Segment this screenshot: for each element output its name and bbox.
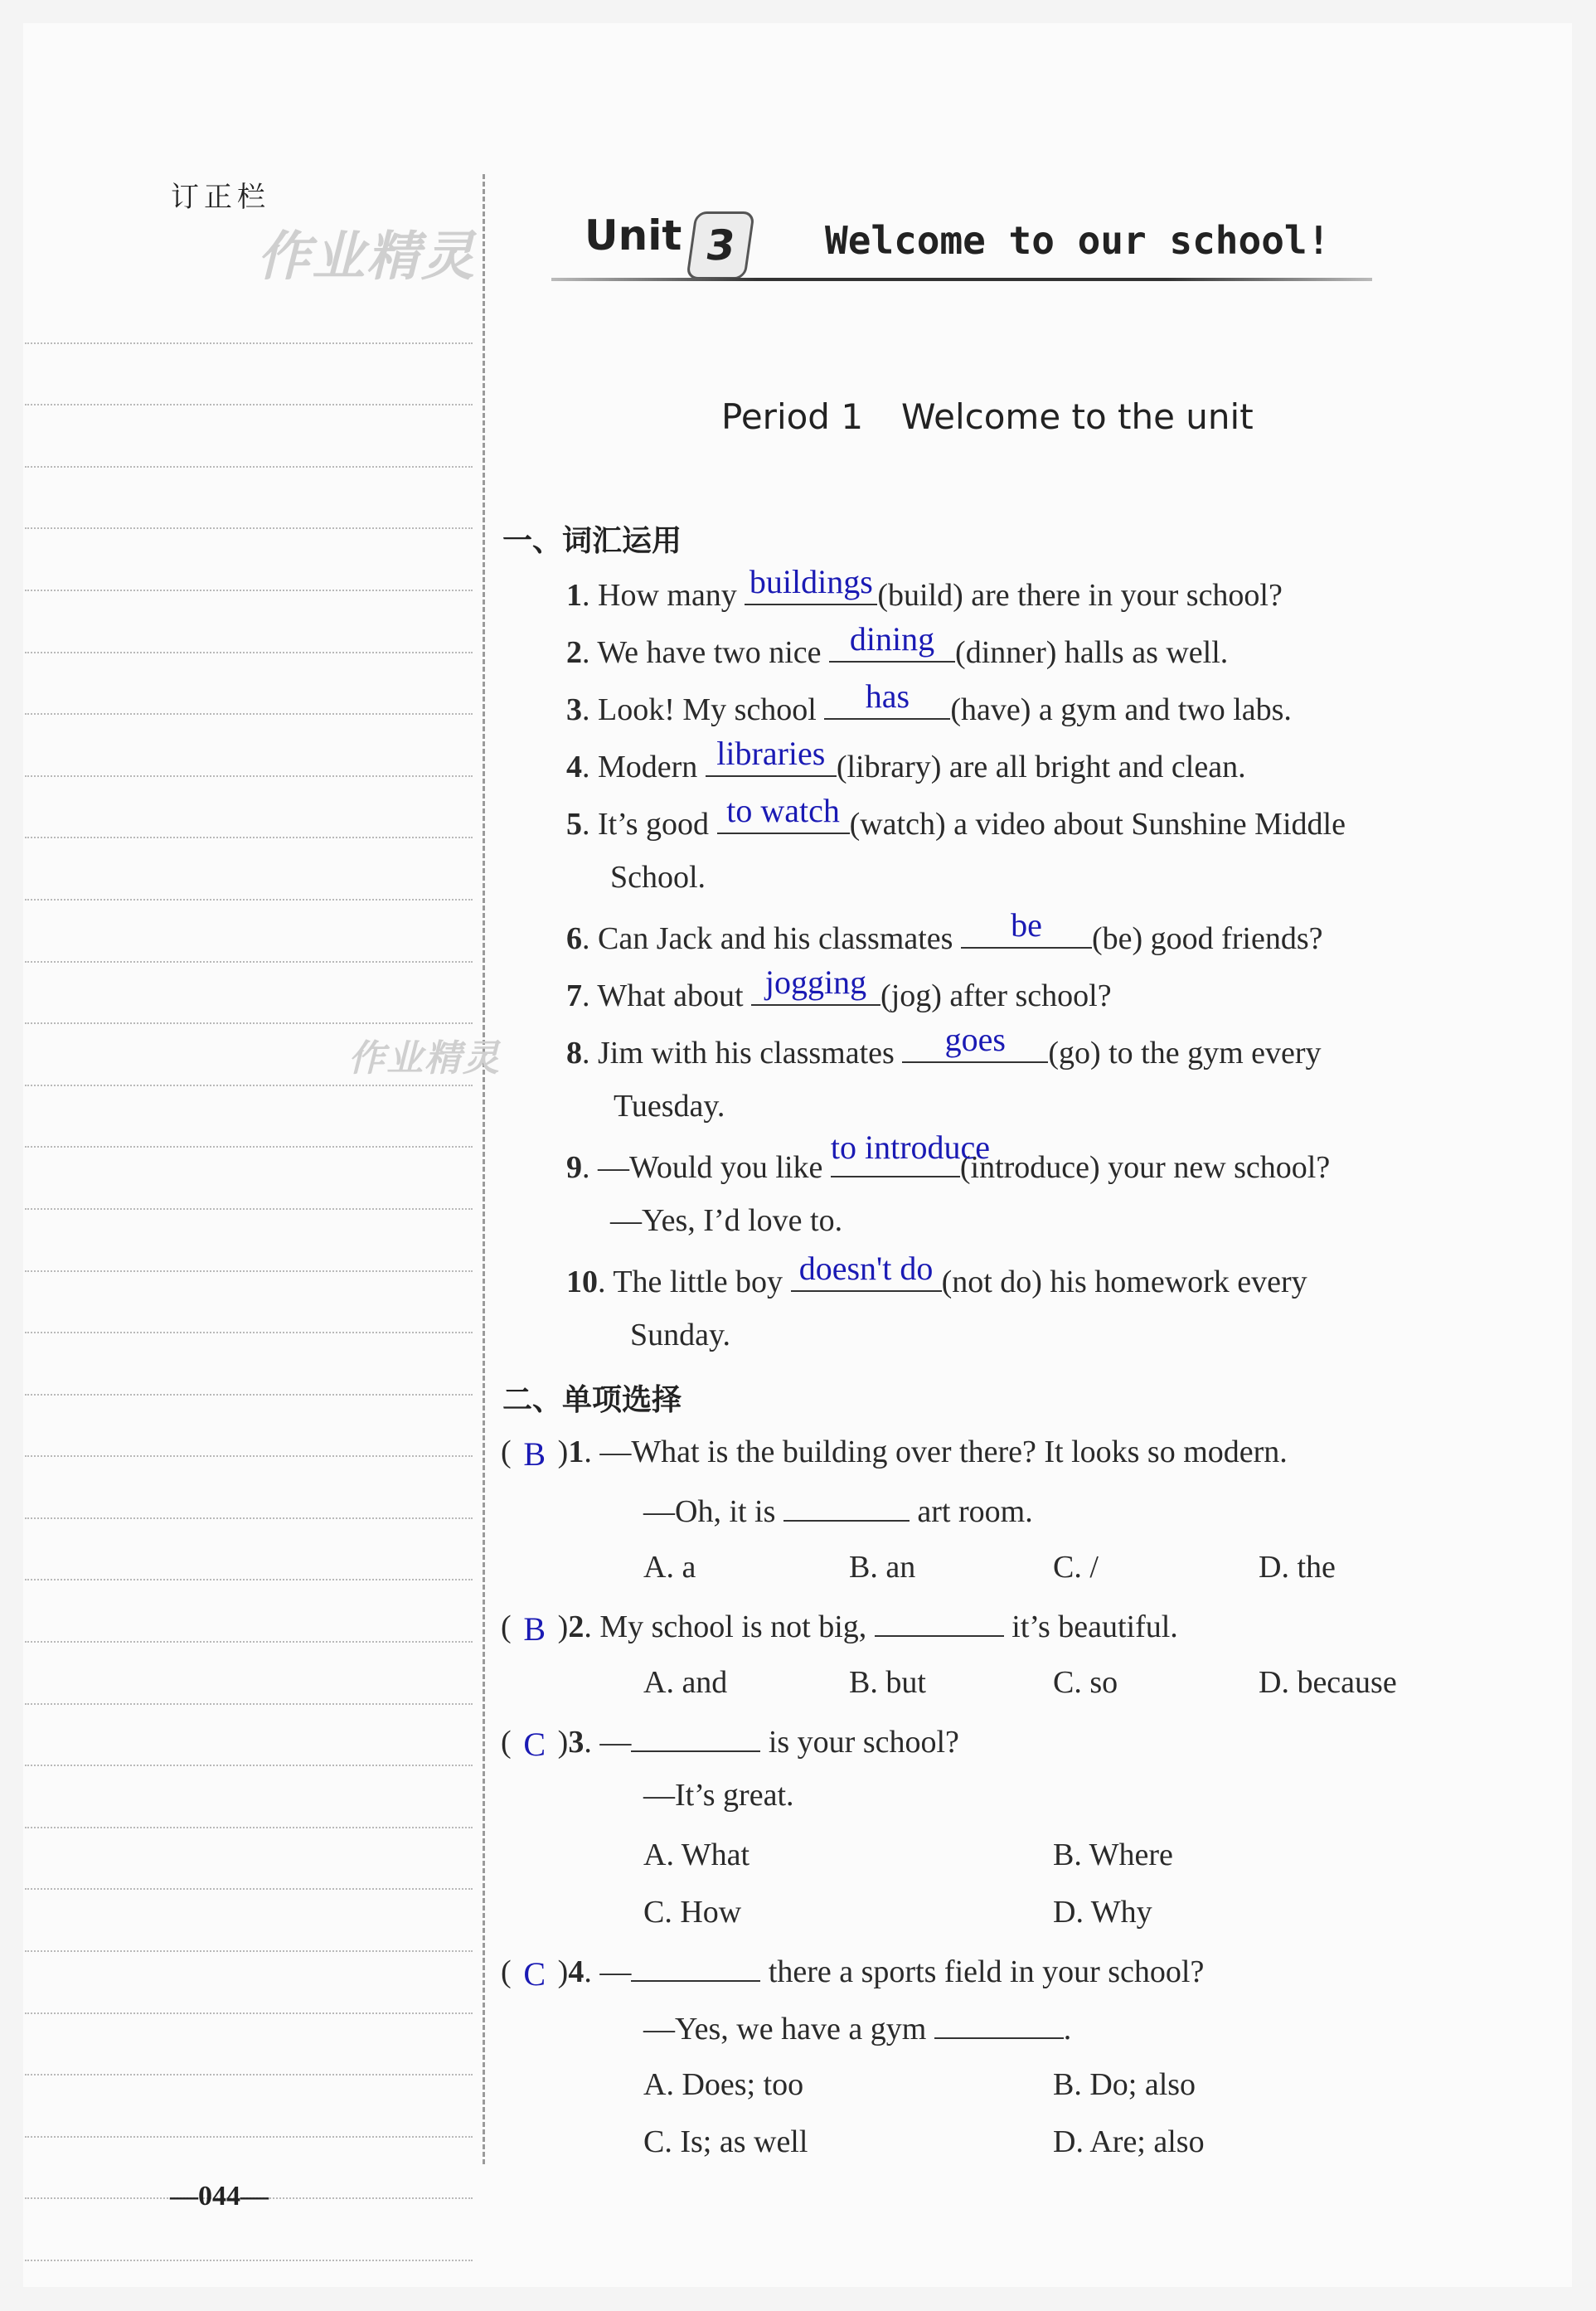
vocab-item-4: 4. Modern libraries (library) are all bright and clean. bbox=[566, 735, 1246, 784]
answer-blank[interactable]: be bbox=[961, 919, 1092, 949]
section-choice-title: 二、单项选择 bbox=[502, 1383, 682, 1417]
page-number: —044— bbox=[170, 2181, 269, 2211]
answer-blank[interactable] bbox=[934, 2009, 1064, 2039]
unit-word: Unit bbox=[585, 211, 682, 260]
option-b[interactable]: B. Where bbox=[1053, 1838, 1173, 1872]
choice-question-1-line2: —Oh, it is art room. bbox=[643, 1492, 1033, 1527]
column-divider bbox=[483, 174, 485, 2164]
option-d[interactable]: D. because bbox=[1259, 1665, 1397, 1700]
vocab-item-8-continued: Tuesday. bbox=[614, 1089, 725, 1124]
choice-answer[interactable]: C bbox=[523, 1726, 546, 1763]
option-c[interactable]: C. How bbox=[643, 1895, 742, 1930]
vocab-item-1: 1. How many buildings (build) are there in your school? bbox=[566, 563, 1283, 613]
answer-blank[interactable]: has bbox=[824, 690, 950, 720]
vocab-item-5-continued: School. bbox=[610, 860, 706, 895]
vocab-item-10: 10. The little boy doesn't do (not do) his homework every bbox=[566, 1250, 1307, 1299]
unit-number-badge: 3 bbox=[686, 211, 755, 279]
choice-question-3: ( C )3. — is your school? bbox=[501, 1722, 959, 1758]
vocab-item-10-continued: Sunday. bbox=[630, 1318, 731, 1352]
watermark: 作业精灵 bbox=[257, 226, 476, 288]
choice-question-4: ( C )4. — there a sports field in your school? bbox=[501, 1952, 1204, 1988]
answer-blank[interactable] bbox=[875, 1607, 1004, 1637]
choice-answer[interactable]: B bbox=[523, 1435, 546, 1473]
option-b[interactable]: B. an bbox=[849, 1550, 916, 1585]
vocab-item-9-reply: —Yes, I’d love to. bbox=[610, 1203, 843, 1238]
option-a[interactable]: A. Does; too bbox=[643, 2067, 804, 2102]
answer-blank[interactable]: jogging bbox=[751, 976, 880, 1006]
option-b[interactable]: B. but bbox=[849, 1665, 926, 1700]
vocab-item-6: 6. Can Jack and his classmates be (be) good friends? bbox=[566, 906, 1323, 956]
choice-answer[interactable]: C bbox=[523, 1955, 546, 1993]
vocab-item-9: 9. —Would you like to introduce (introduce) your new school? bbox=[566, 1129, 1331, 1185]
option-a[interactable]: A. What bbox=[643, 1838, 750, 1872]
option-d[interactable]: D. Why bbox=[1053, 1895, 1152, 1930]
section-vocabulary-title: 一、词汇运用 bbox=[502, 524, 682, 558]
answer-blank[interactable]: libraries bbox=[706, 747, 837, 777]
correction-column-title: 订正栏 bbox=[171, 181, 270, 214]
choice-question-1: ( B )1. —What is the building over there? It looks so modern. bbox=[501, 1435, 1288, 1473]
choice-question-3-line2: —It’s great. bbox=[643, 1778, 794, 1813]
vocab-item-7: 7. What about jogging (jog) after school? bbox=[566, 964, 1112, 1013]
option-c[interactable]: C. Is; as well bbox=[643, 2124, 808, 2159]
option-d[interactable]: D. the bbox=[1259, 1550, 1336, 1585]
unit-title: Welcome to our school! bbox=[825, 218, 1331, 263]
answer-blank[interactable] bbox=[631, 1952, 760, 1982]
answer-blank[interactable] bbox=[631, 1722, 760, 1752]
correction-lines bbox=[25, 282, 473, 2261]
choice-answer[interactable]: B bbox=[523, 1610, 546, 1648]
answer-blank[interactable]: goes bbox=[902, 1033, 1048, 1063]
choice-question-4-line2: —Yes, we have a gym . bbox=[643, 2009, 1071, 2045]
option-a[interactable]: A. and bbox=[643, 1665, 728, 1700]
vocab-item-3: 3. Look! My school has (have) a gym and two labs. bbox=[566, 677, 1292, 727]
watermark: 作业精灵 bbox=[348, 1037, 501, 1080]
vocab-item-5: 5. It’s good to watch (watch) a video about Sunshine Middle bbox=[566, 792, 1346, 842]
answer-blank[interactable]: to watch bbox=[717, 804, 850, 834]
option-a[interactable]: A. a bbox=[643, 1550, 696, 1585]
option-d[interactable]: D. Are; also bbox=[1053, 2124, 1205, 2159]
answer-blank[interactable]: to introduce bbox=[831, 1148, 960, 1177]
vocab-item-2: 2. We have two nice dining (dinner) halls as well. bbox=[566, 620, 1229, 670]
answer-blank[interactable] bbox=[783, 1492, 910, 1522]
period-title: Period 1 Welcome to the unit bbox=[721, 396, 1254, 437]
header-rule bbox=[551, 278, 1372, 281]
option-c[interactable]: C. so bbox=[1053, 1665, 1118, 1700]
answer-blank[interactable]: doesn't do bbox=[791, 1262, 942, 1292]
option-b[interactable]: B. Do; also bbox=[1053, 2067, 1196, 2102]
choice-question-2: ( B )2. My school is not big, it’s beautiful. bbox=[501, 1607, 1178, 1643]
answer-blank[interactable]: buildings bbox=[745, 575, 877, 605]
option-c[interactable]: C. / bbox=[1053, 1550, 1099, 1585]
answer-blank[interactable]: dining bbox=[829, 633, 955, 663]
vocab-item-8: 8. Jim with his classmates goes (go) to the gym every bbox=[566, 1021, 1322, 1071]
